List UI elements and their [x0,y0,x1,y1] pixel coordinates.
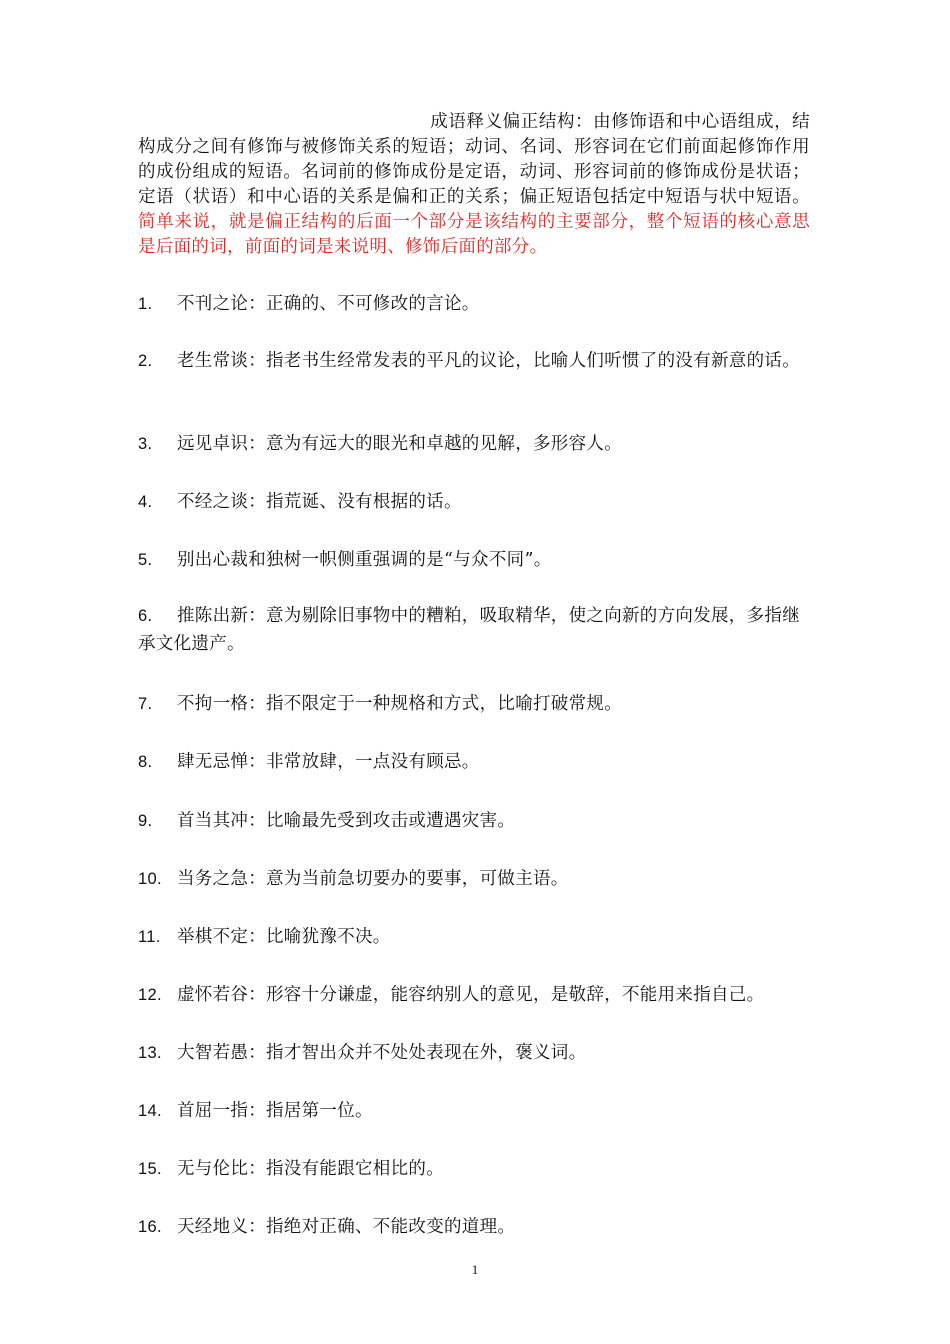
list-item-number: 11. [138,928,161,946]
list-item-number: 15. [138,1160,162,1178]
intro-text: 成语释义偏正结构：由修饰语和中心语组成，结构成分之间有修饰与被修饰关系的短语；动词、名词、形容词在它们前面起修饰作用的成份组成的短语。名词前的修饰成份是定语，动词、形容词前的修饰成份是状语；定语（状语）和中心语的关系是偏和正的关系；偏正短语包括定中短语与状中短语。 [138,112,810,207]
list-item [138,290,810,318]
list-item-number: 13. [138,1044,162,1062]
list-item-number: 8. [138,753,153,771]
list-item-text: 首屈一指：指居第一位。 [177,1101,373,1121]
list-item-text: 不刊之论：正确的、不可修改的言论。 [177,294,480,314]
intro-emphasis-text: 简单来说，就是偏正结构的后面一个部分是该结构的主要部分，整个短语的核心意思是后面的词，前面的词是来说明、修饰后面的部分。 [138,212,810,257]
list-item-number: 3. [138,435,153,453]
list-item [138,488,810,516]
list-item [138,430,810,458]
list-item-text: 天经地义：指绝对正确、不能改变的道理。 [177,1217,516,1237]
list-item [138,807,810,835]
list-item-number: 14. [138,1102,162,1120]
list-item-text: 大智若愚：指才智出众并不处处表现在外，褒义词。 [177,1043,587,1063]
list-item [138,546,810,574]
list-item-text: 肆无忌惮：非常放肆，一点没有顾忌。 [177,752,480,772]
list-item-text: 无与伦比：指没有能跟它相比的。 [177,1159,444,1179]
list-item-text: 举棋不定：比喻犹豫不决。 [177,927,391,947]
list-item-number: 10. [138,870,162,888]
list-item-number: 16. [138,1218,162,1236]
list-item [138,981,810,1009]
list-item [138,748,810,776]
list-item-text: 当务之急：意为当前急切要办的要事，可做主语。 [177,869,569,889]
list-item-text: 远见卓识：意为有远大的眼光和卓越的见解，多形容人。 [177,434,622,454]
list-item [138,1155,810,1183]
list-item-number: 2. [138,352,153,370]
list-item-number: 12. [138,986,162,1004]
list-item [138,602,810,658]
list-item-text: 别出心裁和独树一帜侧重强调的是“与众不同”。 [177,550,552,570]
list-item [138,1097,810,1125]
page-number: 1 [471,1262,479,1277]
list-item-number: 9. [138,812,153,830]
list-item-number: 6. [138,607,153,625]
list-item-number: 4. [138,493,153,511]
list-item [138,865,810,893]
list-item-text: 不拘一格：指不限定于一种规格和方式，比喻打破常规。 [177,694,622,714]
list-item [138,690,810,718]
list-item-number: 5. [138,551,153,569]
list-item-text: 首当其冲：比喻最先受到攻击或遭遇灾害。 [177,811,516,831]
list-item-text: 不经之谈：指荒诞、没有根据的话。 [177,492,462,512]
list-item-text: 推陈出新：意为剔除旧事物中的糟粕，吸取精华，使之向新的方向发展，多指继承文化遗产。 [138,606,800,654]
list-item [138,1213,810,1241]
list-item-number: 7. [138,695,153,713]
list-item [138,347,810,375]
list-item [138,923,810,951]
intro-paragraph [138,110,810,260]
list-item-number: 1. [138,295,153,313]
list-item-text: 虚怀若谷：形容十分谦虚，能容纳别人的意见，是敬辞，不能用来指自己。 [177,985,765,1005]
list-item-text: 老生常谈：指老书生经常发表的平凡的议论，比喻人们听惯了的没有新意的话。 [177,351,800,371]
list-item [138,1039,810,1067]
